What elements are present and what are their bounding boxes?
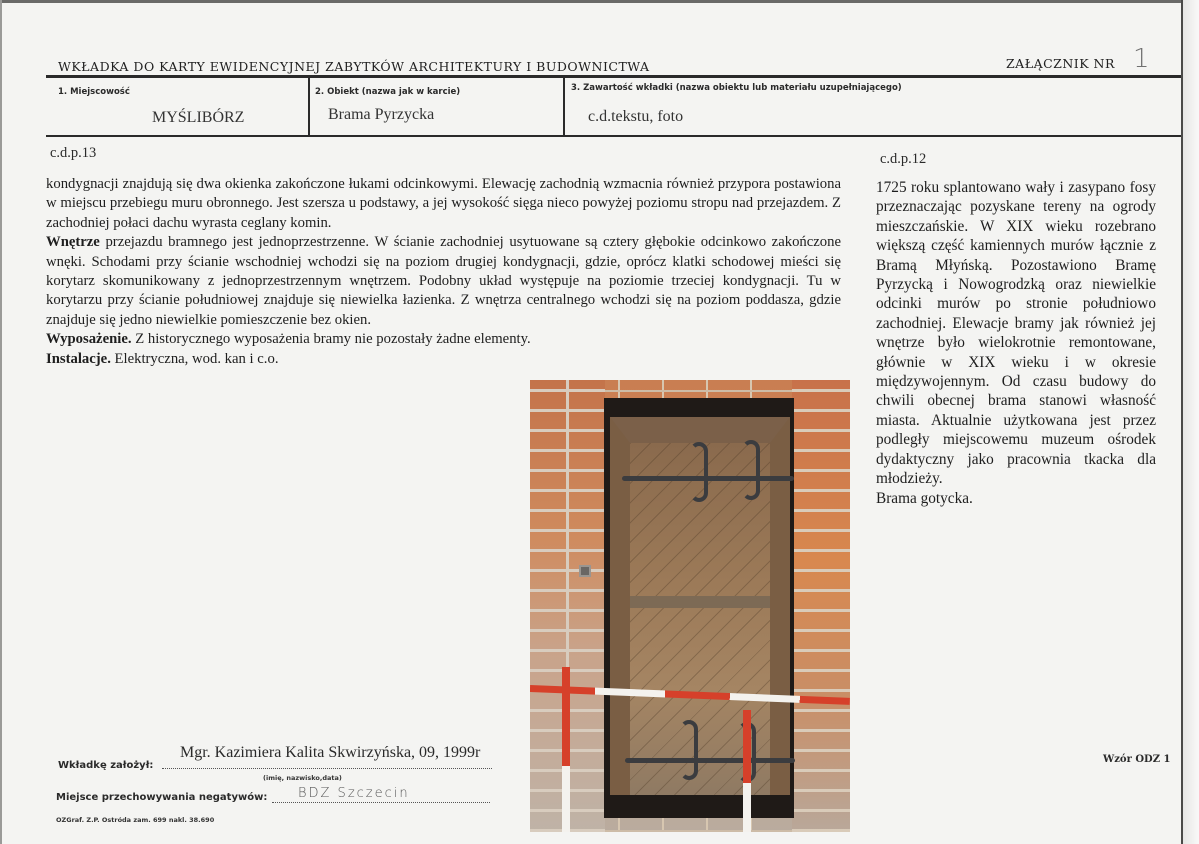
field-value-locality: MYŚLIBÓRZ — [152, 109, 245, 126]
text-equipment: Z historycznego wyposażenia bramy nie pozostały żadne elementy. — [131, 331, 531, 348]
field-value-contents: c.d.tekstu, foto — [588, 108, 684, 125]
annex-number: 1 — [1133, 44, 1150, 74]
author-value: Mgr. Kazimiera Kalita Skwirzyńska, 09, 1999r — [180, 744, 481, 761]
author-line — [162, 768, 492, 769]
text-installations: Elektryczna, wod. kan i c.o. — [110, 350, 279, 367]
paragraph-history: 1725 roku splantowano wały i zasypano fosy przeznaczając pozyskane tereny na ogrody mieszczańskie. W XIX wieku rozebrano większą część kamiennych murów łącznie z Bramą Młyńską. Pozostawiono Bramę Pyrzycką i Nowogrodzką oraz niewielkie odcinki murów po stronie południowo zachodniej. Elewacje bramy jak również jej wnętrze było wielokrotnie remontowane, głównie w XIX wieku i w okresie międzywojennym. Od czasu budowy do chwili obecnej brama stanowi własność miasta. Aktualnie użytkowana jest przez podległy miejscowemu muzeum ośrodek dydaktyczny jako pracownia tkacka dla młodzieży. — [876, 179, 1156, 488]
page-edge — [0, 0, 1199, 3]
wall-socket — [579, 565, 591, 577]
annex-label: ZAŁĄCZNIK NR — [1006, 56, 1115, 71]
page-edge — [1181, 0, 1199, 844]
form-title: WKŁADKA DO KARTY EWIDENCYJNEJ ZABYTKÓW ARCHITEKTURY I BUDOWNICTWA — [58, 59, 650, 74]
heading-equipment: Wyposażenie. — [46, 331, 132, 348]
paragraph-installations — [46, 350, 841, 369]
field-label-locality: 1. Miejscowość — [58, 87, 130, 97]
side-text — [876, 178, 1156, 508]
negatives-value: BDZ Szczecin — [298, 786, 410, 801]
heading-installations: Instalacje. — [46, 350, 111, 367]
brick-wall-right — [792, 380, 850, 832]
hinge-scroll — [742, 440, 760, 500]
negatives-label: Miejsce przechowywania negatywów: — [56, 792, 268, 803]
barrier-post — [562, 667, 570, 832]
main-text — [46, 175, 841, 369]
author-caption: (imię, nazwisko,data) — [263, 774, 342, 782]
printer-note: OZGraf. Z.P. Ostróda zam. 699 nakl. 38.690 — [56, 816, 215, 824]
author-label: Wkładkę założył: — [58, 760, 154, 771]
barrier-post — [743, 710, 751, 832]
paragraph-elevation: kondygnacji znajdują się dwa okienka zakończone łukami odcinkowymi. Elewację zachodnią wzmacnia również przypora postawiona w miejscu przebiegu muru obronnego. Jest szersza u podstawy, a jej wysokość sięga nieco powyżej poziomu stropu nad przejazdem. Z zachodniej połaci dachu wyrasta ceglany komin. — [46, 176, 841, 231]
header-rule-bottom — [46, 135, 1181, 137]
field-label-object: 2. Obiekt (nazwa jak w karcie) — [315, 87, 461, 97]
continuation-ref-left: c.d.p.13 — [50, 145, 97, 161]
column-divider — [563, 78, 565, 136]
door-crossbar — [630, 596, 770, 608]
header-rule-top — [46, 75, 1181, 78]
door-photo — [530, 380, 850, 832]
form-model: Wzór ODZ 1 — [1103, 754, 1171, 765]
text-interior: przejazdu bramnego jest jednoprzestrzenne. W ścianie zachodniej usytuowane są cztery głębokie odcinkowo zakończone wnęki. Schodami przy ścianie wschodniej wchodzi się na poziom drugiej kondygnacji, gdzie, oprócz klatki schodowej mieści się korytarz skomunikowany z jednoprzestrzennym wnętrzem. Podobny układ występuje na poziomie trzeciej kondygnacji. Tu w korytarzu przy ścianie południowej znajduje się niewielka łazienka. Z wnętrza centralnego wchodzi się na poziom poddasza, gdzie znajduje się jedno niewielkie pomieszczenie bez okien. — [46, 234, 841, 328]
hinge-scroll — [690, 442, 708, 502]
paragraph-equipment — [46, 330, 841, 349]
heading-interior: Wnętrze — [46, 234, 100, 251]
column-divider — [308, 78, 310, 136]
field-label-contents: 3. Zawartość wkładki (nazwa obiektu lub materiału uzupełniającego) — [571, 83, 902, 93]
closing-line: Brama gotycka. — [876, 489, 973, 507]
paragraph-interior — [46, 233, 841, 330]
field-value-object: Brama Pyrzycka — [328, 106, 435, 123]
page-edge — [0, 0, 2, 844]
negatives-line — [272, 802, 490, 803]
upper-hinge — [622, 476, 794, 481]
continuation-ref-right: c.d.p.12 — [880, 151, 927, 167]
hinge-scroll — [680, 720, 698, 780]
lower-hinge — [625, 758, 795, 763]
